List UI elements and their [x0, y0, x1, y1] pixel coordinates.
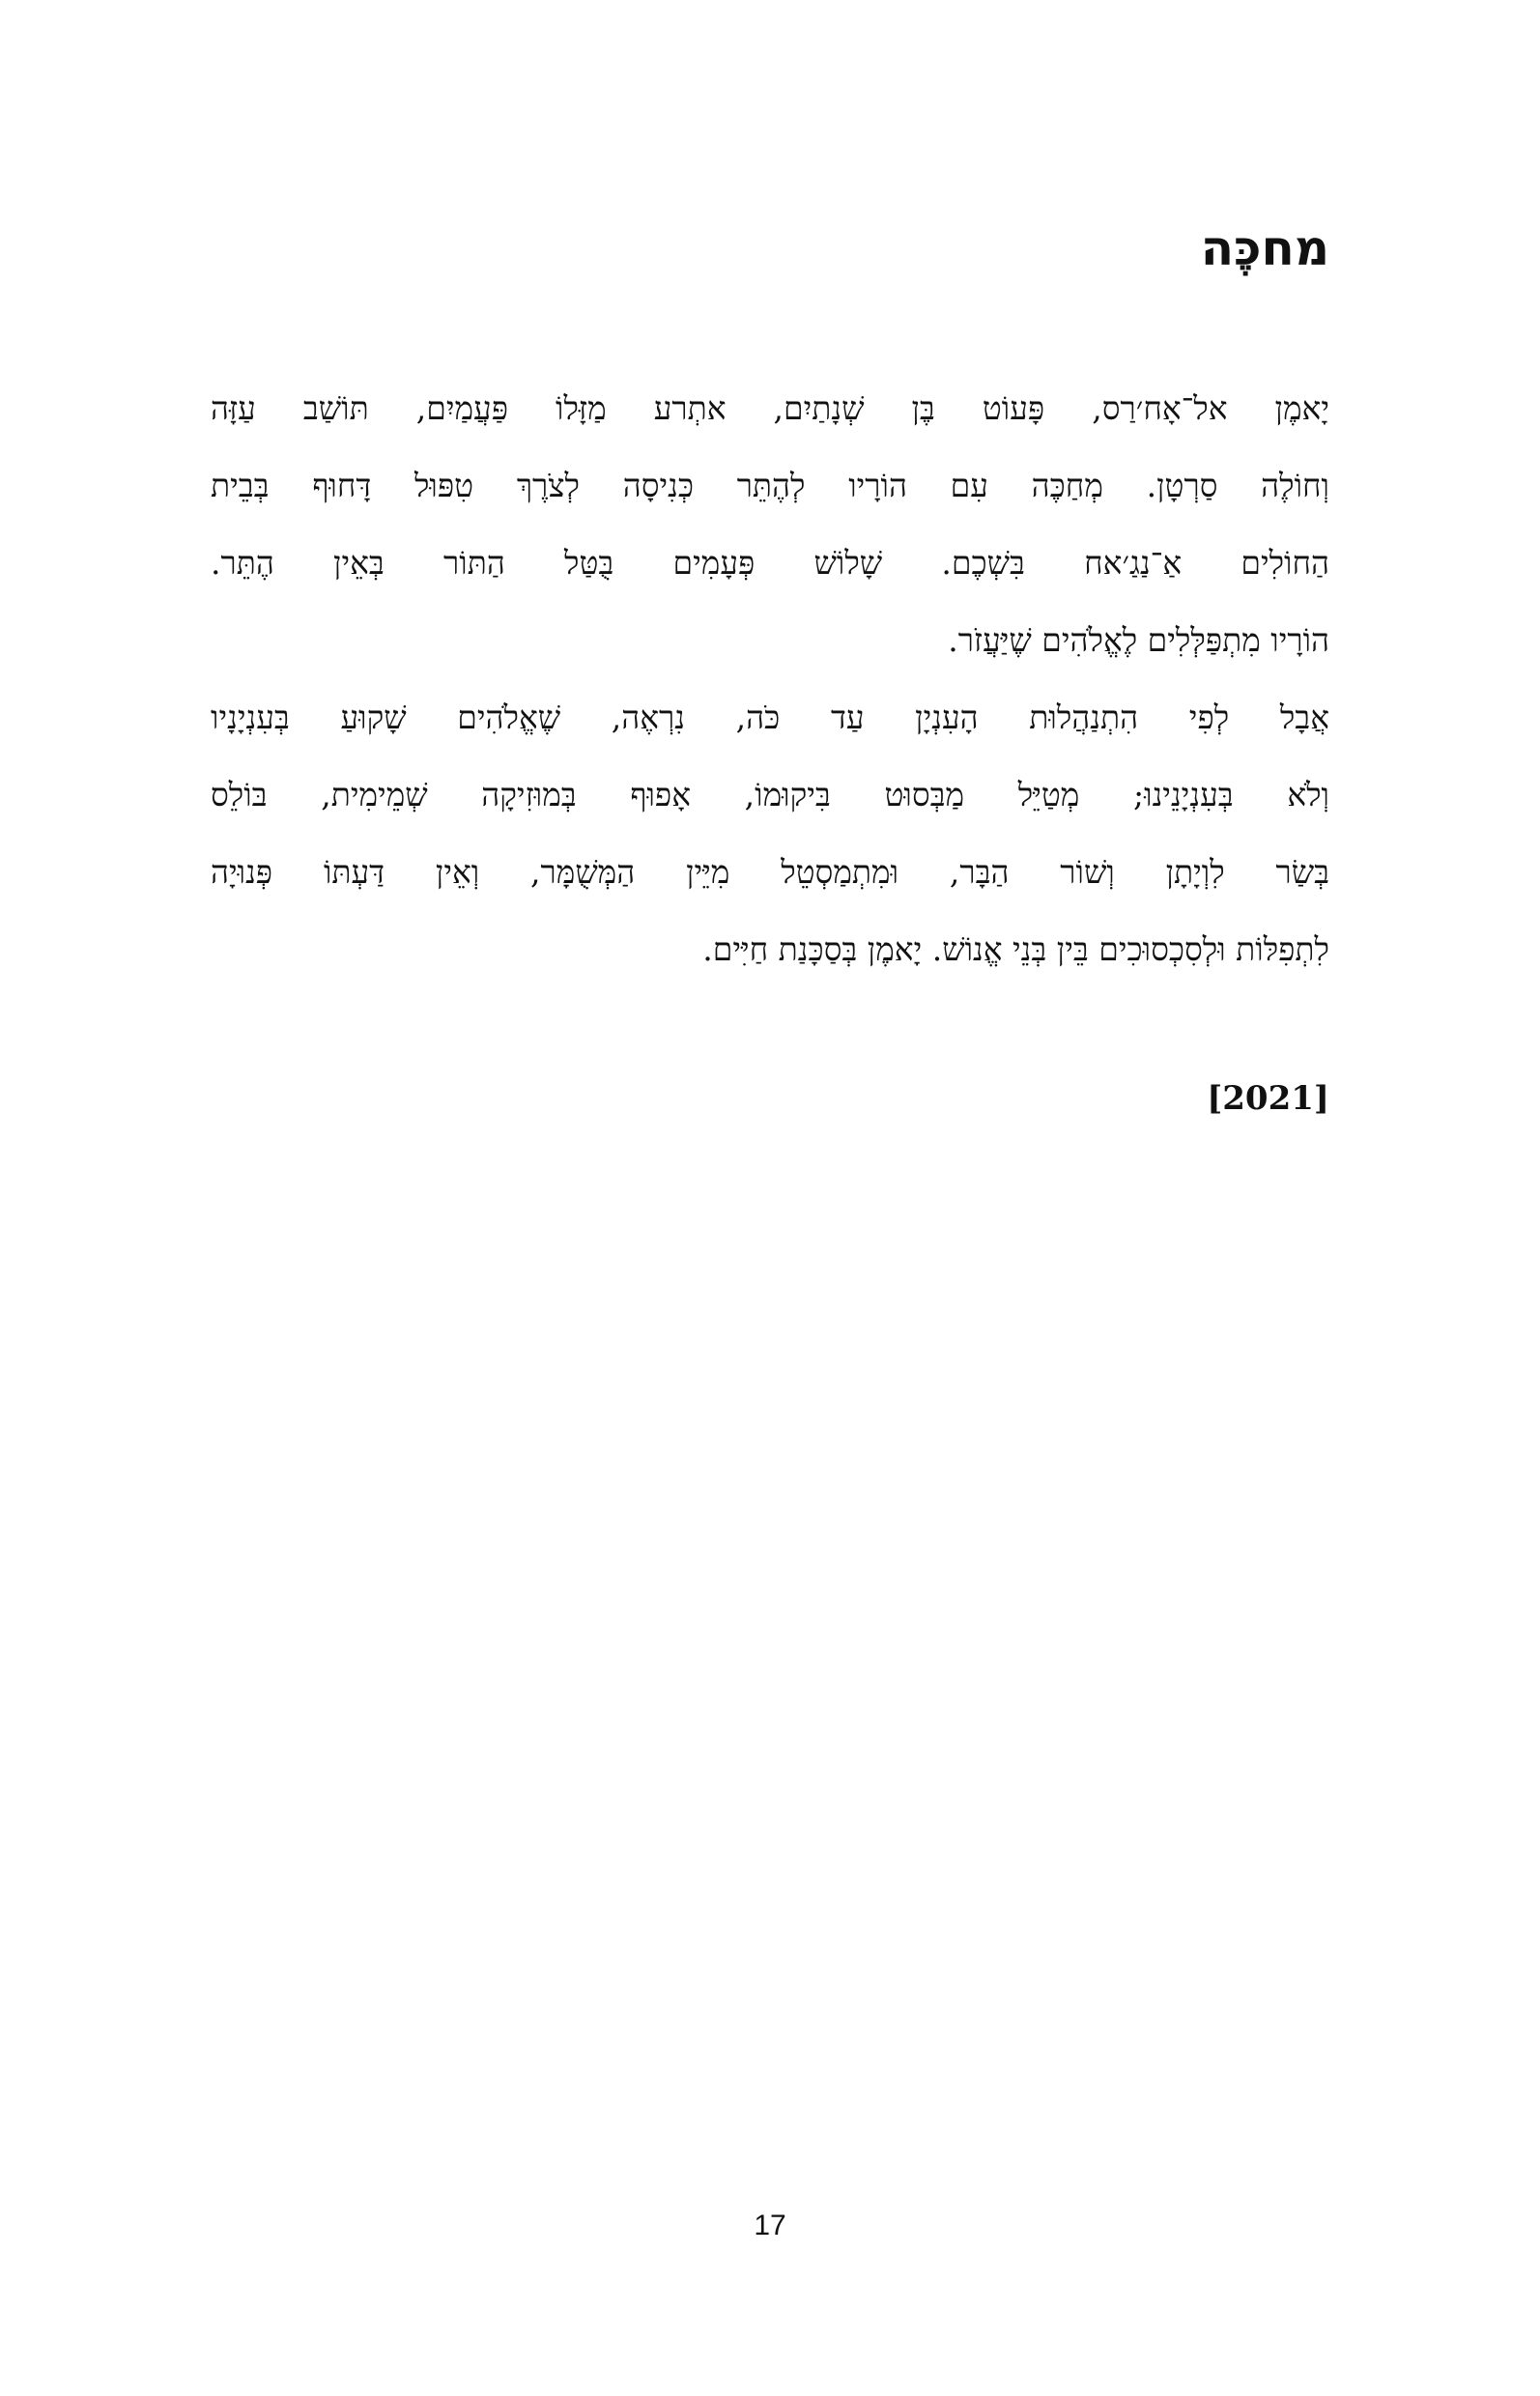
poem-body	[211, 370, 1329, 988]
text-line: יָאמֶן אל־אָח׳רַס, פָּעוֹט בֶּן שְׁנָתַיִם, אתְרע מַזָּלוֹ פַּעֲמַיִם, תּוֹשַׁב עַזָּה	[211, 389, 1329, 427]
text-line: הַחוֹלִים אַ־נַגַ׳אח בִּשְׁכֶם. שָׁלוֹשׁ פְּעָמִים בֻּטַּל הַתּוֹר בְּאֵין הֶתֵּר.	[211, 544, 1329, 582]
year-note: [2021]	[1207, 1079, 1329, 1118]
text-line: הוֹרָיו מִתְפַּלְּלִים לֶאֱלֹהִים שֶׁיַּעֲזֹר.	[948, 621, 1329, 659]
text-line: אֲבָל לְפִי הִתְנַהֲלוּת הָעִנְיָן עַד כֹּה, נִרְאֶה, שֶׁאֱלֹהִים שָׁקוּעַ בְּעִנְיָנָיו	[211, 699, 1329, 736]
poem-title: מחכֶּה	[1200, 220, 1329, 276]
text-line: לִתְפִלּוֹת וּלְסִכְסוּכִים בֵּין בְּנֵי אֱנוֹשׁ. יָאמֶן בְּסַכָּנַת חַיִּים.	[702, 930, 1329, 968]
paragraph-2	[211, 679, 1329, 988]
paragraph-1	[211, 370, 1329, 679]
page-number: 17	[754, 2210, 786, 2241]
text-line: בְּשַׂר לִוְיָתָן וְשׁוֹר הַבָּר, וּמִתְמַסְטֵל מִיֵּין הַמְּשֻׁמָּר, וְאֵין דַּעְתּוֹ פְּנוּיָה	[211, 853, 1329, 891]
text-line: וְלֹא בְּעִנְיָנֵינוּ; מְטַיֵּל מַבְּסוּט בִּיקוּמוֹ, אָפוּף בְּמוּזִיקָה שְׁמֵימִית, בּוֹלֵס	[211, 776, 1329, 813]
text-line: וְחוֹלֶה סַרְטָן. מְחַכֶּה עִם הוֹרָיו לְהֶתֵּר כְּנִיסָה לְצֹרֶךְ טִפּוּל דָּחוּף בְּבֵית	[211, 467, 1329, 504]
